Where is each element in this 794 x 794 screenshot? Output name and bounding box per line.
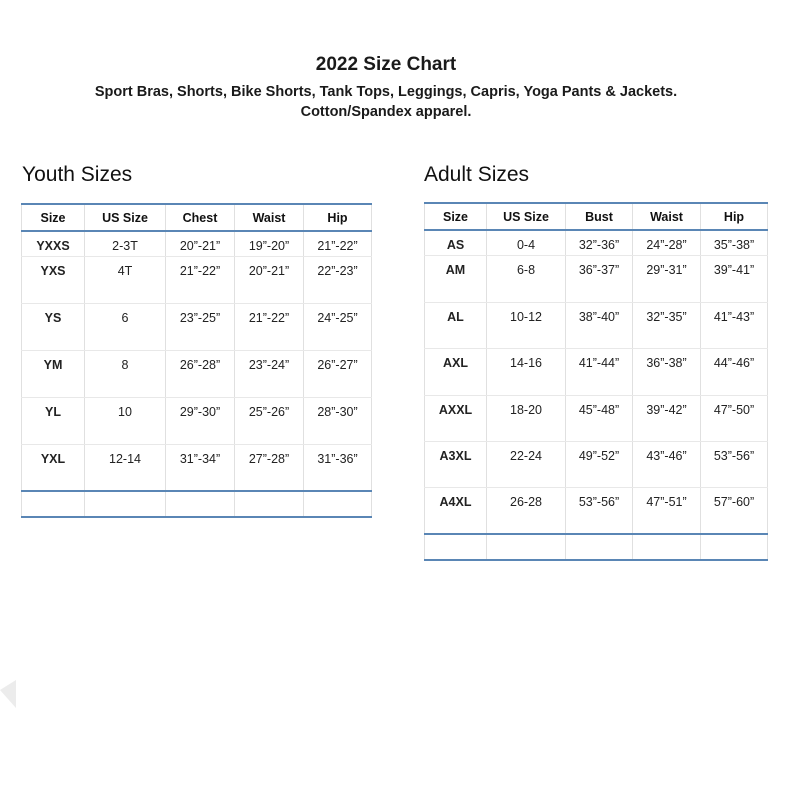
column-header: US Size bbox=[487, 203, 566, 230]
us-size-cell: 12-14 bbox=[109, 451, 141, 466]
us-size-cell: 6 bbox=[121, 310, 129, 325]
waist-cell: 24”-28” bbox=[646, 238, 687, 252]
bust-cell: 32”-36” bbox=[578, 238, 620, 252]
size-cell: AS bbox=[446, 238, 465, 252]
bust-cell: 41”-44” bbox=[578, 355, 620, 370]
waist-cell: 20”-21” bbox=[248, 263, 290, 278]
youth-header-row bbox=[22, 204, 372, 231]
waist-cell: 25”-26” bbox=[248, 404, 290, 419]
size-cell: YXXS bbox=[36, 239, 70, 253]
us-size-cell: 0-4 bbox=[516, 238, 536, 252]
table-row bbox=[22, 303, 372, 350]
column-header: US Size bbox=[85, 204, 166, 231]
size-cell: YXS bbox=[40, 263, 66, 278]
chest-cell: 21”-22” bbox=[179, 263, 221, 278]
table-row bbox=[425, 348, 768, 395]
hip-cell: 57”-60” bbox=[713, 494, 755, 509]
column-header: Bust bbox=[566, 203, 633, 230]
youth-footer-row bbox=[22, 491, 372, 517]
us-size-cell: 4T bbox=[117, 263, 133, 278]
us-size-cell: 18-20 bbox=[510, 402, 542, 417]
column-header: Hip bbox=[304, 204, 372, 231]
hip-cell: 53”-56” bbox=[713, 448, 755, 463]
hip-cell: 39”-41” bbox=[713, 262, 755, 277]
table-row bbox=[425, 255, 768, 302]
size-cell: YM bbox=[43, 357, 63, 372]
us-size-cell: 10 bbox=[118, 404, 132, 419]
bust-cell: 36”-37” bbox=[578, 262, 620, 277]
bust-cell: 38”-40” bbox=[578, 309, 620, 324]
hip-cell: 44”-46” bbox=[713, 355, 755, 370]
size-cell: AL bbox=[447, 309, 464, 324]
table-row bbox=[22, 256, 372, 303]
waist-cell: 47”-51” bbox=[646, 494, 687, 509]
waist-cell: 19”-20” bbox=[248, 239, 290, 253]
bust-cell: 53”-56” bbox=[578, 494, 620, 509]
size-cell: AM bbox=[445, 262, 466, 277]
table-row bbox=[425, 230, 768, 255]
adult-size-table bbox=[424, 202, 768, 561]
size-cell: A4XL bbox=[439, 494, 472, 509]
hip-cell: 28”-30” bbox=[317, 404, 358, 419]
page-subtitle bbox=[0, 82, 772, 122]
column-header: Waist bbox=[633, 203, 701, 230]
table-row bbox=[425, 487, 768, 534]
table-row bbox=[22, 350, 372, 397]
waist-cell: 23”-24” bbox=[248, 357, 290, 372]
us-size-cell: 26-28 bbox=[510, 494, 542, 509]
size-cell: YS bbox=[44, 310, 62, 325]
chest-cell: 20”-21” bbox=[179, 239, 221, 253]
youth-size-table bbox=[21, 203, 372, 518]
size-cell: AXL bbox=[443, 355, 468, 370]
column-header: Chest bbox=[166, 204, 235, 231]
column-header: Waist bbox=[235, 204, 304, 231]
us-size-cell: 14-16 bbox=[510, 355, 542, 370]
hip-cell: 24”-25” bbox=[317, 310, 358, 325]
hip-cell: 35”-38” bbox=[713, 238, 755, 252]
table-row bbox=[425, 441, 768, 487]
us-size-cell: 6-8 bbox=[516, 262, 536, 277]
size-cell: AXXL bbox=[438, 402, 473, 417]
waist-cell: 36”-38” bbox=[646, 355, 687, 370]
column-header: Size bbox=[425, 203, 487, 230]
waist-cell: 43”-46” bbox=[646, 448, 687, 463]
chest-cell: 23”-25” bbox=[179, 310, 221, 325]
table-row bbox=[22, 397, 372, 444]
hip-cell: 31”-36” bbox=[317, 451, 358, 466]
us-size-cell: 8 bbox=[121, 357, 129, 372]
waist-cell: 27”-28” bbox=[248, 451, 290, 466]
waist-cell: 39”-42” bbox=[646, 402, 687, 417]
chest-cell: 29”-30” bbox=[179, 404, 221, 419]
hip-cell: 26”-27” bbox=[317, 357, 358, 372]
adult-header-row bbox=[425, 203, 768, 230]
table-row bbox=[425, 302, 768, 348]
us-size-cell: 10-12 bbox=[510, 309, 542, 324]
chest-cell: 31”-34” bbox=[179, 451, 221, 466]
us-size-cell: 2-3T bbox=[112, 239, 138, 253]
hip-cell: 41”-43” bbox=[713, 309, 755, 324]
hip-cell: 47”-50” bbox=[713, 402, 755, 417]
table-row bbox=[22, 444, 372, 491]
youth-section-title: Youth Sizes bbox=[22, 163, 133, 186]
corner-decoration bbox=[0, 680, 16, 708]
adult-section-title: Adult Sizes bbox=[424, 163, 530, 186]
column-header: Size bbox=[22, 204, 85, 231]
table-row bbox=[22, 231, 372, 256]
bust-cell: 45”-48” bbox=[578, 402, 620, 417]
table-row bbox=[425, 395, 768, 441]
chest-cell: 26”-28” bbox=[179, 357, 221, 372]
subtitle-line-1: Sport Bras, Shorts, Bike Shorts, Tank Tops, Leggings, Capris, Yoga Pants & Jackets. bbox=[94, 84, 678, 100]
waist-cell: 21”-22” bbox=[248, 310, 290, 325]
hip-cell: 21”-22” bbox=[317, 239, 358, 253]
subtitle-line-2: Cotton/Spandex apparel. bbox=[300, 104, 472, 120]
bust-cell: 49”-52” bbox=[578, 448, 620, 463]
size-cell: A3XL bbox=[439, 448, 472, 463]
hip-cell: 22”-23” bbox=[317, 263, 358, 278]
page-title: 2022 Size Chart bbox=[315, 54, 457, 75]
us-size-cell: 22-24 bbox=[510, 448, 542, 463]
adult-footer-row bbox=[425, 534, 768, 560]
size-cell: YL bbox=[45, 404, 61, 419]
column-header: Hip bbox=[701, 203, 768, 230]
waist-cell: 29”-31” bbox=[646, 262, 687, 277]
waist-cell: 32”-35” bbox=[646, 309, 687, 324]
size-cell: YXL bbox=[40, 451, 66, 466]
